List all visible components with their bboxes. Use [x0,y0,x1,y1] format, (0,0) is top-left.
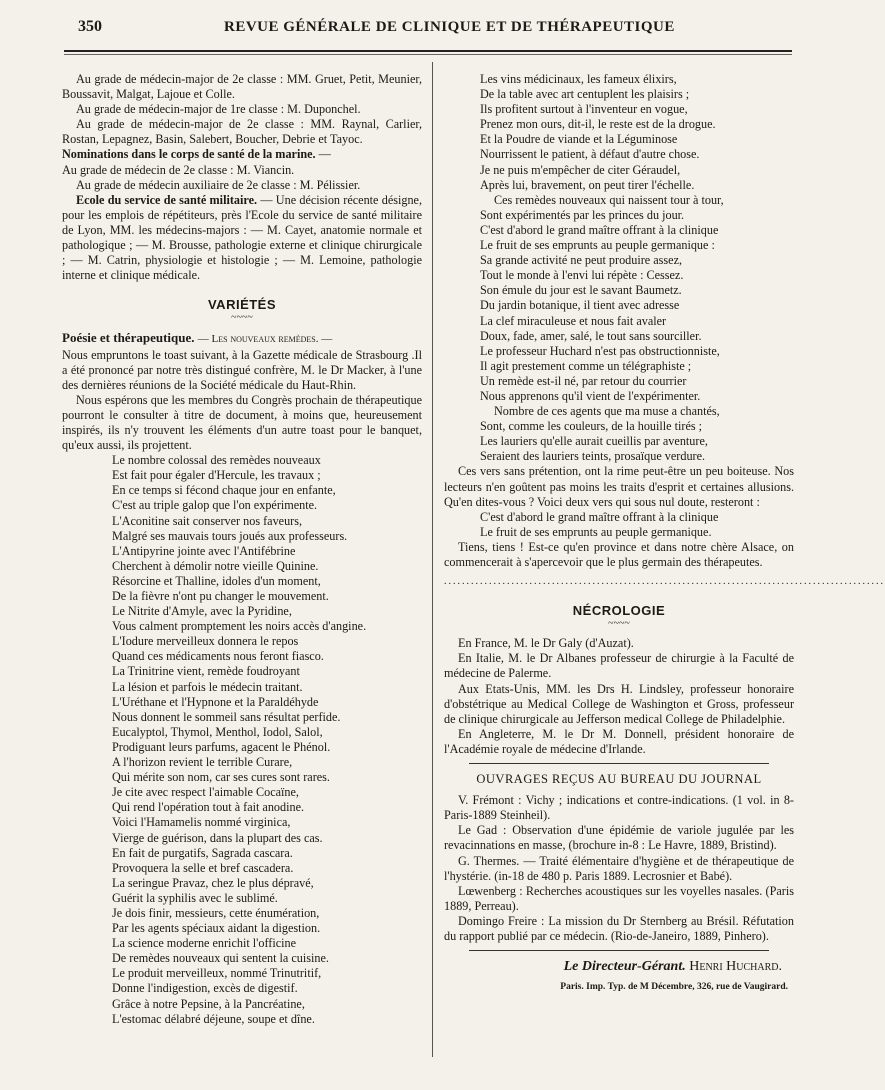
poem-line: La lésion et parfois le médecin traitant. [112,679,303,694]
poem-line: Ces remèdes nouveaux qui naissent tour à tour, [494,192,724,207]
poem-line: De remèdes nouveaux qui sentent la cuisine. [112,951,329,966]
promotion-paragraph: Au grade de médecin-major de 1re classe : M. Duponchel. [76,102,361,117]
quoted-verses [444,510,794,540]
marine-item: Au grade de médecin auxiliaire de 2e classe : M. Pélissier. [76,177,361,192]
poem-line: Eucalyptol, Thymol, Menthol, Iodol, Salol, [112,724,323,739]
poesie-intro: Nous empruntons le toast suivant, à la Gazette médicale de Strasbourg .Il a été prononcé par notre très distingué confrère, M. le Dr Macker, à l'une des dernières réunions de la Société médicale du Haut-Rhin. [62,347,422,392]
poem-line: C'est d'abord le grand maître offrant à la clinique [480,222,719,237]
poem-line: Son émule du jour est le savant Baumetz. [480,283,682,298]
poem-line: Tout le monde à l'envi lui répète : Cessez. [480,268,684,283]
poem-line: Nous apprenons qu'il vient de l'expérimenter. [480,388,701,403]
ouvrages-list [444,793,794,944]
header-rule-thin [64,54,792,55]
necrologie-title: NÉCROLOGIE [572,603,666,619]
dotted-separator: .................................................................................................. [444,576,885,588]
section-rule [469,950,769,951]
poem-line: Sa grande activité ne peut produire assez, [480,253,683,268]
poem-line: Et la Poudre de viande et la Léguminose [480,132,678,147]
poem-line: En fait de purgatifs, Sagrada cascara. [112,845,293,860]
closing-paragraph: Tiens, tiens ! Est-ce qu'en province et dans notre chère Alsace, on commencerait à s'apercevoir que le plus germain des thérapeutes. [444,539,794,569]
poem-line: La seringue Pravaz, chez le plus dépravé, [112,875,314,890]
ouvrages-title: OUVRAGES REÇUS AU BUREAU DU JOURNAL [476,772,762,787]
poem-line: Je cite avec respect l'aimable Cocaïne, [112,785,299,800]
imprint-line: Paris. Imp. Typ. de M Décembre, 326, rue de Vaugirard. [560,982,788,993]
ouvrage-entry: G. Thermes. — Traité élémentaire d'hygiène et de thérapeutique de l'hystérie. (in-18 de 480 p. Paris 1889. Lecrosnier et Babé). [444,853,794,883]
poem-line: Le produit merveilleux, nommé Trinutritif, [112,966,322,981]
poem-line: De la fièvre n'ont pu changer le mouvement. [112,589,329,603]
poem-line: Nombre de ces agents que ma muse a chantés, [494,404,720,419]
marine-heading: Nominations dans le corps de santé de la marine. [62,147,316,162]
poem-line: Qui rend l'opération tout à fait anodine. [112,800,305,815]
poem-line: C'est au triple galop que l'on expérimente. [112,498,318,513]
poem-line: Qui mérite son nom, car ses cures sont rares. [112,770,330,785]
header-rule [64,50,792,52]
poem-line: Sont, comme les couleurs, de la houille tirés ; [480,419,703,434]
poem-line: Je dois finir, messieurs, cette énumération, [112,905,320,920]
poem-line: Cherchent à démolir notre vieille Quinine. [112,558,319,573]
poem-line: Doux, fade, amer, salé, le tout sans sourciller. [480,328,702,343]
poem-line: L'Iodure merveilleux donnera le repos [112,634,299,649]
quote-line: C'est d'abord le grand maître offrant à la clinique [480,509,719,524]
page-number: 350 [78,18,102,35]
poem-line: Malgré ses mauvais tours joués aux professeurs. [112,528,348,543]
signature [444,959,794,974]
signature-role: Le Directeur-Gérant. [563,959,686,975]
poem-line: Donne l'indigestion, excès de digestif. [112,981,298,996]
necrologie-entry: En Angleterre, M. le Dr M. Donnell, président honoraire de l'Académie royale de médecine d'Irlande. [444,726,794,756]
poem-block [62,453,422,1027]
poem-line: Le Nitrite d'Amyle, avec la Pyridine, [112,604,292,619]
quote-line: Le fruit de ses emprunts au peuple germanique. [480,524,712,539]
poem-line: Il agit prestement comme un télégraphiste ; [480,358,692,373]
poem-line: De la table avec art centuplent les plaisirs ; [480,87,690,102]
necrologie-entry: En Italie, M. le Dr Albanes professeur de chirurgie à la Faculté de médecine de Palerme. [444,651,794,681]
poem-line: Résorcine et Thalline, idoles d'un moment, [112,573,321,588]
ouvrage-entry: Domingo Freire : La mission du Dr Sternberg au Brésil. Réfutation du rapport publié par ce médecin. (Rio-de-Janeiro, 1889, Pinhero). [444,913,794,943]
poem-line: L'Aconitine sait conserver nos faveurs, [112,513,303,528]
marine-item: Au grade de médecin de 2e classe : M. Viancin. [62,162,295,177]
poem-line: Nous donnent le sommeil sans résultat perfide. [112,709,341,724]
after-poem-paragraph: Ces vers sans prétention, ont la rime peut-être un peu boiteuse. Nos lecteurs n'en goûtent pas moins les traits d'esprit et certaines allusions. Qu'en dites-vous ? Voici deux vers qui sous nul doute, resteront : [444,464,794,509]
poem-line: L'Uréthane et l'Hypnone et la Paraldéhyde [112,694,319,709]
promotion-paragraph: Au grade de médecin-major de 2e classe : MM. Gruet, Petit, Meunier, Boussavit, Malgat, Lajoue et Colle. [62,72,422,102]
poem-line: Après lui, bravement, on peut tirer l'échelle. [480,177,695,192]
ouvrage-entry: Le Gad : Observation d'une épidémie de variole jugulée par les revacinnations en masse, (brochure in-8 : Le Havre, 1889, Bristind). [444,823,794,853]
poem-line: Les lauriers qu'elle aurait cueillis par aventure, [480,434,708,449]
poem-line: Provoquera la selle et bref cascadera. [112,860,294,875]
poem-line: Sont expérimentés par les princes du jour. [480,207,685,222]
necrologie-list [444,636,794,757]
poem-line: Le nombre colossal des remèdes nouveaux [112,453,321,468]
column-divider [432,62,433,1057]
ecole-heading: Ecole du service de santé militaire. [76,192,258,207]
ornament-icon: ~~~~ [231,312,253,324]
poem-line: Prenez mon ours, dit-il, le reste est de la drogue. [480,117,716,132]
running-title: REVUE GÉNÉRALE DE CLINIQUE ET DE THÉRAPEUTIQUE [224,19,675,35]
poem-line: Un remède est-il né, par retour du courrier [480,373,687,388]
poem-line: Grâce à notre Pepsine, à la Pancréatine, [112,996,305,1011]
poem-line: Par les agents spéciaux aidant la digestion. [112,921,321,936]
poesie-heading: Poésie et thérapeutique. [62,330,195,346]
poem-line: L'estomac délabré déjeune, soupe et dîne. [112,1011,315,1026]
poem-line: Voici l'Hamamelis nommé virginica, [112,815,291,830]
signature-name: Henri Huchard. [689,959,782,975]
poem-line: Les vins médicinaux, les fameux élixirs, [480,72,677,86]
poem-line: Le professeur Huchard n'est pas obstructionniste, [480,343,720,358]
poem-line: Je ne puis m'empêcher de citer Géraudel, [480,162,681,177]
poem-line: Seraient des lauriers teints, prosaïque verdure. [480,449,706,464]
necrologie-entry: Aux Etats-Unis, MM. les Drs H. Lindsley, professeur honoraire d'obstétrique au Medical College de Washington et Gross, professeur de clinique chirurgicale au Jefferson medical College de Philadelphie. [444,681,794,726]
section-rule [469,763,769,764]
poem-line: Le fruit de ses emprunts au peuple germanique : [480,238,715,253]
poem-continuation [444,72,794,464]
poem-line: Ils profitent surtout à l'inventeur en vogue, [480,102,688,117]
poem-line: A l'horizon revient le terrible Curare, [112,755,293,770]
ornament-icon: ~~~~ [608,618,630,630]
varietes-title: VARIÉTÉS [207,297,277,313]
poem-line: Vierge de guérison, dans la plupart des cas. [112,830,323,845]
ouvrage-entry: Lœwenberg : Recherches acoustiques sur les voyelles nasales. (Paris 1889, Perreau). [444,883,794,913]
poem-line: Quand ces médicaments nous feront fiasco. [112,649,324,664]
poem-line: Guérit la syphilis avec le sublimé. [112,890,278,905]
poem-line: La clef miraculeuse et nous fait avaler [480,313,667,328]
poesie-subheading: — Les nouveaux remèdes. — [197,333,333,346]
poem-line: L'Antipyrine jointe avec l'Antifébrine [112,543,296,558]
poem-line: Du jardin botanique, il tient avec adresse [480,298,680,313]
promotion-paragraph: Au grade de médecin-major de 2e classe : MM. Raynal, Carlier, Rostan, Lepagnez, Basin, Salebert, Boucher, Debrie et Tayoc. [62,117,422,147]
poem-line: En ce temps si fécond chaque jour en enfante, [112,483,336,498]
poem-line: La Trinitrine vient, remède foudroyant [112,664,300,679]
ecole-text: — Une décision récente désigne, pour les emplois de répétiteurs, près l'Ecole du service de santé militaire de Lyon, MM. les médecins-majors : — M. Cayet, anatomie normale et pathologique ; — M. Brousse, pathologie externe et clinique chirurgicale ; — M. Catrin, physiologie et histologie ; — M. Lemoine, pathologie interne et clinique médicale. [62,192,423,283]
left-column: Au grade de médecin-major de 2e classe : MM. Gruet, Petit, Meunier, Boussavit, Malgat, Lajoue et Colle. Au grade de médecin-major de 1re classe : M. Duponchel. Au grade de médecin-major de 2e classe : MM. Raynal, Carlier, Rostan, Lepagnez, Basin, Salebert, Boucher, Debrie et Tayoc. Nominations dans le corps de santé de la marine. — Au grade de médecin de 2e classe : M. Viancin. Au grade de médecin auxiliaire de 2e classe : M. Pélissier. Ecole du service de santé militaire. — Une décision récente désigne, pour les emplois de répétiteurs, près l'Ecole du service de santé militaire de Lyon, MM. les médecins-majors : — M. Cayet, anatomie normale et pathologique ; — M. Brousse, pathologie externe et clinique chirurgicale ; — M. Catrin, physiologie et histologie ; — M. Lemoine, pathologie interne et clinique médicale. VARIÉTÉS ~~~~ Poésie et thérapeutique. — Les nouveaux remèdes. — Nous empruntons le toast suivant, à la Gazette médicale de Strasbourg .Il a été prononcé par notre très distingué confrère, M. le Dr Macker, à l'une des dernières réunions de la Société médicale du Haut-Rhin. Nous espérons que les membres du Congrès prochain de thérapeutique pourront le consulter à titre de document, à moins que, heureusement inspirés, ils n'y trouvent les éléments d'un autre toast pour le banquet, qu'eux aussi, ils projettent. Le nombre colossal des remèdes nouveaux Est fait pour égaler d'Hercule, les travaux ; En ce temps si fécond chaque jour en enfante, C'est au triple galop que l'on expérimente. L'Aconitine sait conserver nos faveurs, Malgré ses mauvais tours joués aux professeurs. L'Antipyrine jointe avec l'Antifébrine Cherchent à démolir notre vieille Quinine. Résorcine et Thalline, idoles d'un moment, De la fièvre n'ont pu changer le mouvement. Le Nitrite d'Amyle, avec la Pyridine, Vous calment promptement les noirs accès d'angine. L'Iodure merveilleux donnera le repos Quand ces médicaments nous feront fiasco. La Trinitrine vient, remède foudroyant La lésion et parfois le médecin traitant. L'Uréthane et l'Hypnone et la Paraldéhyde Nous donnent le sommeil sans résultat perfide. Eucalyptol, Thymol, Menthol, Iodol, Salol, Prodiguant leurs parfums, agacent le Phénol. A l'horizon revient le terrible Curare, Qui mérite son nom, car ses cures sont rares. Je cite avec respect l'aimable Cocaïne, Qui rend l'opération tout à fait anodine. Voici l'Hamamelis nommé virginica, Vierge de guérison, dans la plupart des cas. En fait de purgatifs, Sagrada cascara. Provoquera la selle et bref cascadera. La seringue Pravaz, chez le plus dépravé, Guérit la syphilis avec le sublimé. Je dois finir, messieurs, cette énumération, Par les agents spéciaux aidant la digestion. La science moderne enrichit l'officine De remèdes nouveaux qui sentent la cuisine. Le produit merveilleux, nommé Trinutritif, Donne l'indigestion, excès de digestif. Grâce à notre Pepsine, à la Pancréatine, L'estomac délabré déjeune, soupe et dîne. [62,72,423,1026]
right-column [444,72,885,995]
poem-line: Est fait pour égaler d'Hercule, les travaux ; [112,468,321,483]
ouvrage-entry: V. Frémont : Vichy ; indications et contre-indications. (1 vol. in 8-Paris-1889 Steinheil). [444,793,794,823]
poesie-intro-2: Nous espérons que les membres du Congrès prochain de thérapeutique pourront le consulter à titre de document, à moins que, heureusement inspirés, ils n'y trouvent les éléments d'un autre toast pour le banquet, qu'eux aussi, ils projettent. [62,392,422,453]
page-header [78,18,780,40]
poem-line: Prodiguant leurs parfums, agacent le Phénol. [112,739,331,754]
necrologie-entry: En France, M. le Dr Galy (d'Auzat). [458,636,634,651]
poem-line: Nourrissent le patient, à défaut d'autre chose. [480,147,700,162]
poem-line: La science moderne enrichit l'officine [112,936,297,951]
poem-line: Vous calment promptement les noirs accès d'angine. [112,619,367,634]
